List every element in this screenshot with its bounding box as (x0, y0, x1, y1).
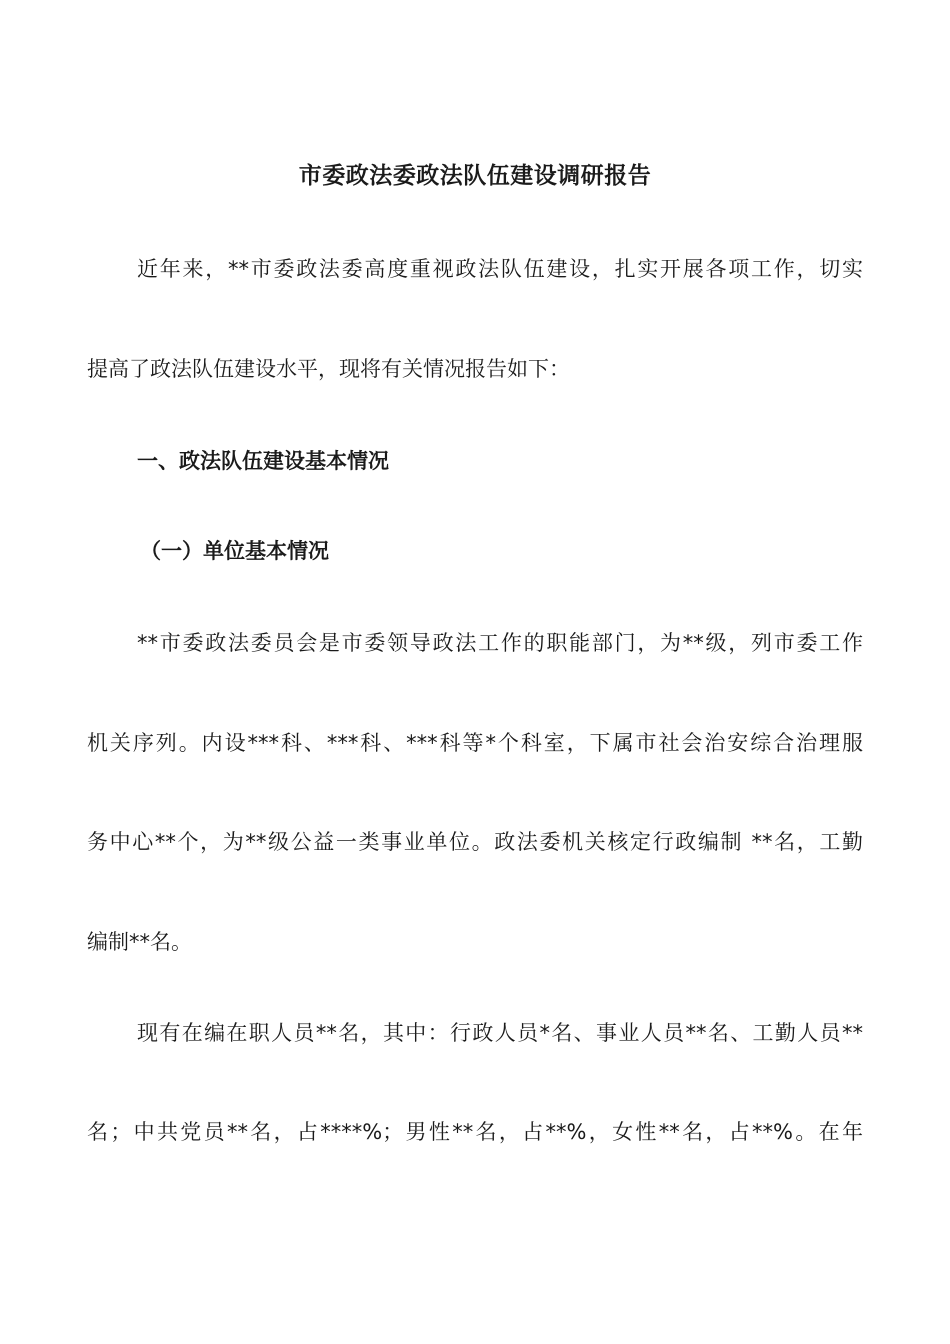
paragraph-line-3: **市委政法委员会是市委领导政法工作的职能部门，为**级，列市委工作 (137, 631, 863, 655)
paragraph-line-1: 近年来，**市委政法委高度重视政法队伍建设，扎实开展各项工作，切实 (137, 257, 863, 281)
document-title: 市委政法委政法队伍建设调研报告 (298, 163, 652, 189)
paragraph-line-2: 提高了政法队伍建设水平，现将有关情况报告如下： (87, 357, 570, 381)
subsection-heading-1: （一）单位基本情况 (140, 539, 329, 563)
paragraph-line-4: 机关序列。内设***科、***科、***科等*个科室，下属市社会治安综合治理服 (87, 731, 863, 755)
paragraph-line-8: 名；中共党员**名，占****%；男性**名，占**%，女性**名，占**%。在年 (87, 1120, 863, 1144)
paragraph-line-5: 务中心**个，为**级公益一类事业单位。政法委机关核定行政编制 **名，工勤 (87, 830, 863, 854)
paragraph-line-6: 编制**名。 (87, 930, 192, 954)
paragraph-line-7: 现有在编在职人员**名，其中：行政人员*名、事业人员**名、工勤人员** (137, 1021, 863, 1045)
section-heading-1: 一、政法队伍建设基本情况 (137, 449, 389, 473)
